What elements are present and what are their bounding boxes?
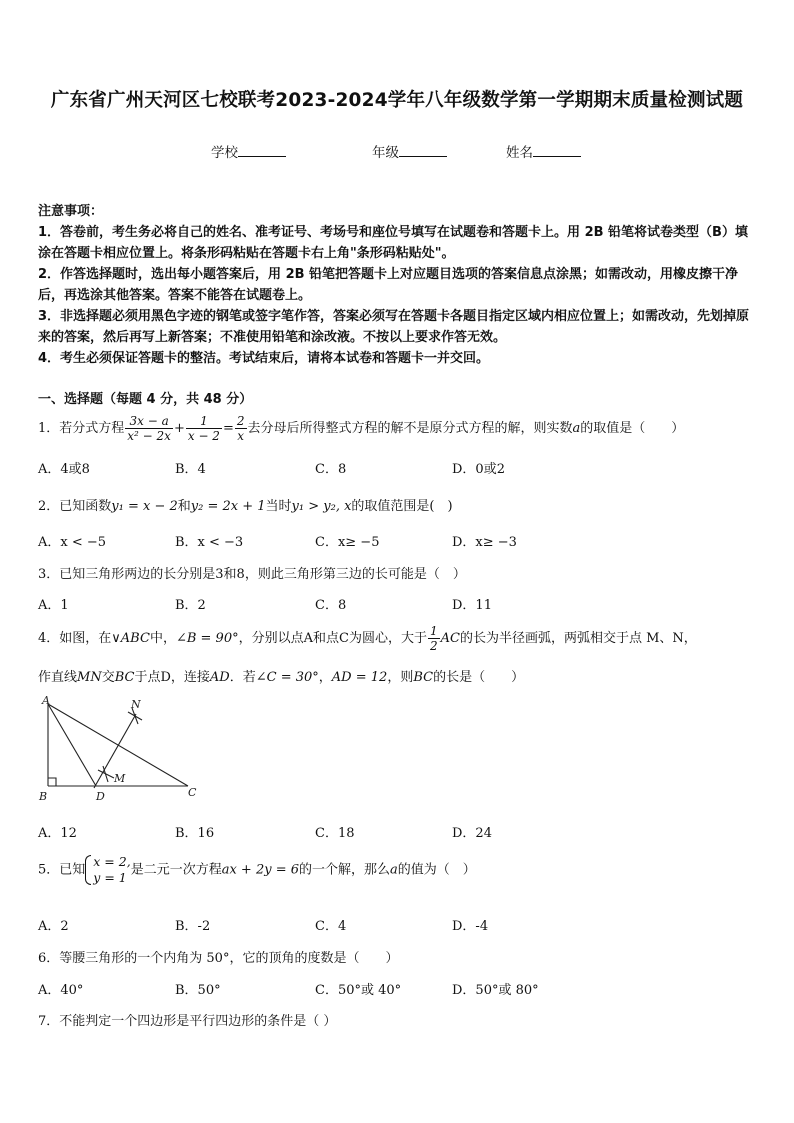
- grade-field: [372, 141, 447, 161]
- triangle-figure: [36, 696, 206, 808]
- q3-option-d: D．11: [452, 598, 492, 613]
- q1-option-b: B．4: [175, 462, 206, 477]
- question-4-line-1: 4．如图，在∨ABC中，∠B = 90°，分别以点A和点C为圆心，大于 $\frac{1}{2}$ AC的长为半径画弧，两弧相交于点 M、N，: [38, 624, 697, 653]
- name-label: 姓名: [506, 145, 533, 161]
- question-4-line-2: 作直线MN交BC于点D，连接AD．若∠C = 30°，AD = 12，则BC的长是（ ）: [38, 670, 525, 685]
- question-1: 1．若分式方程 $\frac{3x - a}{\text{x² − 2x}}$ + $\frac{1}{x - 2}$ = $\frac{2}{x}$ 去分母后所得整式方程的解不是原分式方程的解，则实数a的取值是（ ）: [38, 414, 685, 443]
- question-2: 2．已知函数y₁ = x − 2和y₂ = 2x + 1当时y₁ > y₂, x的取值范围是( ): [38, 499, 453, 514]
- note-item: 2．作答选择题时，选出每小题答案后，用 2B 铅笔把答题卡上对应题目选项的答案信息点涂黑；如需改动，用橡皮擦干净后，再选涂其他答案。答案不能答在试题卷上。: [38, 267, 739, 303]
- q6-option-c: C．50°或 40°: [315, 983, 402, 998]
- notes-section: [38, 201, 760, 369]
- q4-option-b: B．16: [175, 826, 215, 841]
- label-m: M: [114, 772, 126, 785]
- q6-option-d: D．50°或 80°: [452, 983, 539, 998]
- q2-option-c: C．x≥ −5: [315, 535, 380, 550]
- segment-ad: [48, 704, 96, 786]
- section-heading: 一、选择题（每题 4 分，共 48 分）: [38, 392, 253, 407]
- q4-option-c: C．18: [315, 826, 355, 841]
- q2-option-a: A．x < −5: [38, 535, 107, 550]
- label-n: N: [131, 698, 141, 711]
- q5-option-b: B．-2: [175, 919, 211, 934]
- fraction: $\frac{1}{x - 2}$: [187, 414, 220, 443]
- q4-option-a: A．12: [38, 826, 77, 841]
- page-title: 广东省广州天河区七校联考2023-2024学年八年级数学第一学期期末质量检测试题: [50, 90, 744, 111]
- notes-heading: 注意事项：: [38, 204, 104, 219]
- q5-option-c: C．4: [315, 919, 347, 934]
- school-blank: [238, 144, 286, 157]
- label-c: C: [188, 786, 197, 799]
- equation-system: x = 2, y = 1: [85, 854, 130, 886]
- q6-option-b: B．50°: [175, 983, 221, 998]
- question-3: 3．已知三角形两边的长分别是3和8，则此三角形第三边的长可能是（ ）: [38, 567, 466, 582]
- q3-option-c: C．8: [315, 598, 347, 613]
- q1-option-a: A．4或8: [38, 462, 90, 477]
- fraction: $\frac{1}{2}$: [429, 624, 438, 653]
- fraction: $\frac{2}{x}$: [236, 414, 245, 443]
- school-label: 学校: [211, 145, 238, 161]
- fraction: $\frac{3x - a}{\text{x² − 2x}}$: [127, 414, 171, 443]
- note-item: 1．答卷前，考生务必将自己的姓名、准考证号、考场号和座位号填写在试题卷和答题卡上。用 2B 铅笔将试卷类型（B）填涂在答题卡相应位置上。将条形码粘贴在答题卡右上角"条形码粘贴处"。: [38, 225, 748, 261]
- q5-option-d: D．-4: [452, 919, 489, 934]
- q1-option-d: D．0或2: [452, 462, 505, 477]
- question-7: 7．不能判定一个四边形是平行四边形的条件是（ ）: [38, 1014, 337, 1029]
- q3-option-a: A．1: [38, 598, 69, 613]
- note-item: 3．非选择题必须用黑色字迹的钢笔或签字笔作答，答案必须写在答题卡各题目指定区域内相应位置上；如需改动，先划掉原来的答案，然后再写上新答案；不准使用铅笔和涂改液。不按以上要求作答无效。: [38, 309, 750, 345]
- label-d: D: [96, 790, 105, 803]
- grade-label: 年级: [372, 145, 399, 161]
- school-field: [211, 141, 286, 161]
- right-angle-mark: [48, 778, 56, 786]
- q4-option-d: D．24: [452, 826, 492, 841]
- name-field: [506, 141, 581, 161]
- q5-option-a: A．2: [38, 919, 69, 934]
- q6-option-a: A．40°: [38, 983, 84, 998]
- question-6: 6．等腰三角形的一个内角为 50°，它的顶角的度数是（ ）: [38, 951, 399, 966]
- question-5: 5．已知 x = 2, y = 1 是二元一次方程ax + 2y = 6的一个解，那么a的值为（ ）: [38, 854, 476, 885]
- q3-option-b: B．2: [175, 598, 206, 613]
- grade-blank: [399, 144, 447, 157]
- label-a: A: [42, 696, 50, 707]
- q1-option-c: C．8: [315, 462, 347, 477]
- name-blank: [533, 144, 581, 157]
- note-item: 4．考生必须保证答题卡的整洁。考试结束后，请将本试卷和答题卡一并交回。: [38, 351, 490, 366]
- label-b: B: [39, 790, 48, 803]
- q2-option-d: D．x≥ −3: [452, 535, 517, 550]
- q1-pre: 1．若分式方程: [38, 421, 125, 436]
- q2-option-b: B．x < −3: [175, 535, 244, 550]
